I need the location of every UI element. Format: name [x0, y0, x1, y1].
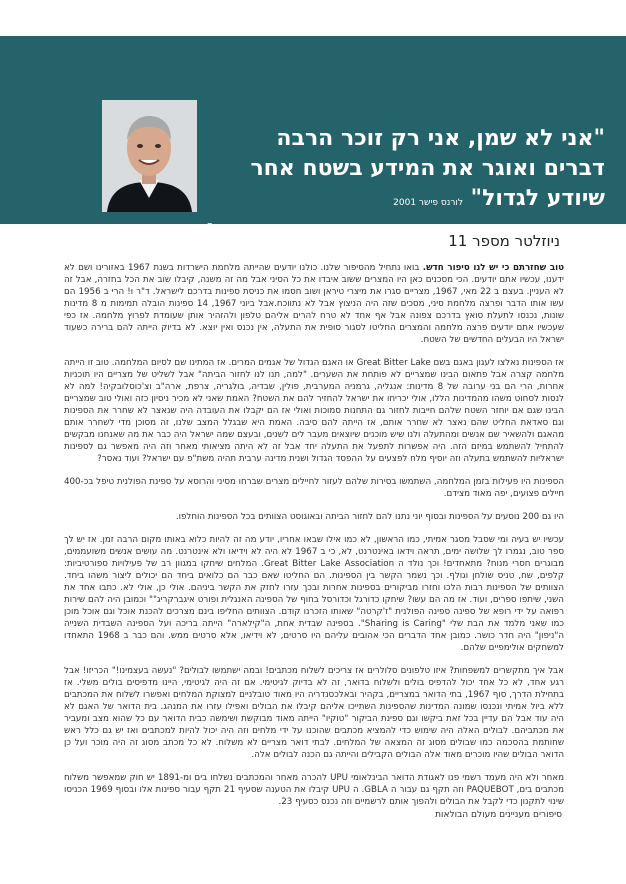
- author-name: לורנס פישר: [88, 218, 222, 247]
- paragraph-5: עכשיו יש בעיה ומי שסבל מסגר אמיתי, כמו הראשון, לא כמו אילו שבאו אחריו, יודע מה זה להיות כלוא באותו מקום הרבה זמן. אז יש לך ספר טוב, נגמרו לך שלושה ימים, תראה וידאו באינטרנט, לא, כי ב 1967 לא היה לא וידיאו ולא אינטרנט. מה עושים אנשים משועממים, מבוגרים חסרי מנוח? מתאחדים! וכך נולד ה Great Bitter Lake Association. המלחים שיחקו במגוון רב של פעילויות ספורטיביות: קלפים, שח, טניס שולחן וגולף. וכך נשמר הקשר בין הספינות. הם החליטו שאם כבר הם כלואים ביחד הם יכולים ליצור משהו ביחד. הצוותים של הספינות רבות הלכו וחזרו מביקורים בספינות אחרות ובכך עזרו לחזק את הקשר ביניהם. אולי כן, אולי לא. כתבו אחד את השני, שיתפו ספרים, ועוד. אז מה הם עשו? שיחקו כדורגל וכדורסל בחוף של הספינה האנגלית ופורט איגברקריג"" וכמובן היה להם שירות רפואה על ידי רופא של ספינה ספינה הפולנית "ז'קרטה" שאותו הזכרנו קודם. הצוותים החליפו בינם מצרכים להכנת אוכל וגם אוכל מוכן כמו שאני מלמד את הבת שלי "Sharing is Caring". בספינה שבדית אחת, ה"קילארה" הייתה בריכה ועל הספינה השבדית השנייה ה"ניפון" היה חדר כושר. כמובן אחד הדברים הכי אהובים עליהם היו סרטים, לא וידיאו, אלא סרטים ממש. והם כבר ב 1968 התאחדו למשחקים אולימפיים שלהם.: [64, 535, 564, 653]
- author-photo: [102, 100, 197, 212]
- paragraph-4: היו גם 200 נוסעים על הספינות ובסוף יוני נתנו להם לחזור הביתה ובאוגוסט הצוותים בכל הספינות הוחלפו.: [175, 512, 564, 522]
- paragraph-3: הספינות היו פעילות בזמן המלחמה, השתמשו בסירות שלהם לעזור לחיילים מצרים שברחו מסיני והרוסא על ספינת הפולנית טיפל בכ-400 חיילים פצועים, יפה מאוד מצידם.: [64, 477, 564, 499]
- portrait-icon: [102, 100, 197, 212]
- newsletter-title: ניוזלטר מספר 11: [448, 232, 560, 250]
- quote-text: "אני לא שמן, אני רק זוכר הרבה דברים ואוגר את המידע בשטח אחר שיודע לגדול": [250, 126, 605, 211]
- footer-text: סיפורים מעניינים מעולם הבולאות: [435, 810, 562, 820]
- quote-attribution: לורנס פישר 2001: [393, 198, 463, 208]
- intro-bold: טוב שחזרתם כי יש לנו סיפור חדש.: [422, 263, 565, 273]
- header-quote: [240, 124, 605, 218]
- paragraph-text: בואו נתחיל מהסיפור שלנו. כולנו יודעים שהייתה מלחמת הישרדות בשנת 1967 באזורינו ושם לא ידענו, עכשיו אתם יודעים. הכי מסכנים כאן היו המצרים ששוב איבדו את כל הסיני אבל מה זה משנה, קיבלו שוב את הכל בחזרה, אבל זה לא העניין. בעצם ב 22 מאי, 1967, מצריים סגרו את מיצרי טיראן ושוב חסמו את כניסת ספינות בדרכם לישראל. ד"ר וּ! הרי ב 1956 הם עשו אותו הדבר ופרצה מלחמת סיני, מסכים שזה היה הניצוץ אבל לא נתווכח.אבל ביוני 1967, 14 ספינות הובלה תמימות מ 8 מדינות שונות, נכנסו לתעלת סואץ בדרכם צפונה אבל אף אחד לא טרח להרים אליהם טלפון ולהזהיר אותן שעומדת לפרוץ מלחמה. אז כפי שעכשיו אתם יודעים פרצה מלחמה והמצרים החליטו לסגור סופית את התעלה, אין נכנס ואין יוצא. לא בדיוק הייתה להם ברירה כשעוד ישראל היו הבעלים החדשים של השטח.: [64, 263, 565, 345]
- paragraph-2: אז הספינות נאלצו לעגון באגם בשם Great Bitter Lake או האגם הגדול של אגמים המרים. אז המתינו שם לסיום המלחמה. טוב זו הייתה מלחמה קצרה אבל פתאום הבינו שמצריים לא פותחת את השערים. "למה, תנו לנו לחזור הביתה" אבל לשליט של מצריים היו תוכניות אחרות, הרי הם בני ערובה של 8 מדינות: אנגליה, גרמניה המערבית, פולין, שבדיה, בולגריה, צרפת, ארה"ב וצ'כוסלובקיה! למה לא לנסות לסחוט משהו מהמדינות הללו, אולי יכריחו את ישראל להחזיר להם את השטח? האמת שאני לא מכיר ניסיון כזה ואולי טוב שמצריים הבינו שגם אם יוחזר השטח שלהם חייבות לחזור גם התחנות סמוכות ואולי אז הם יקבלו את העובדה היה שנאצר לא שחרר את הספינות וגם סאדאת החליט שהם נאצר לא שחרר אותם, אז הייתה להם סיבה. האמת היא שבגלל המצב שלנו, זה מסוכן מדי לשחרר אותם מהאגם ולהשאיר שם אנשים ומהתעלה ולנו שיש מוכנים שיוצאים מעבר לים לשנים, ובעצם שמה ישראל היה כבר את מה שאנחנו מבקשים להתחיל להשתמש במיזם הזה. היה אפשרות לתפעל את התעלה יחד אבל זה לא היתה מציאותי מאחר וזה היה מאפשר גם לספינות ישראליות להשתמש בתעלה וזה יוסיף מלח לפצעים על ההפסד הגדול ושנית מדינה ערבית תהיה משת"פ עם ישראל? ועוד נאסר?: [64, 358, 565, 464]
- paragraph-1: [64, 262, 564, 346]
- paragraph-7: מאחר ולא היה מעמד רשמי פנו לאגודת הדואר הבינלאומי UPU להכרה מאחר והמכתבים נשלחו בים ומ-1891 יש חוק שמאפשר משלוח מכתבים בים, PAQUEBOT וזה תקף גם עבור ה GBLA. ה UPU קיבלו את הטענה שסעיף 21 תקף עבור ספינות אלו ובסוף 1969 הכניסו שינוי לתקנון כדי לקבל את הבולים ולהפוך אותם לרשמיים וזה נכנס כסעיף 23.: [64, 773, 565, 807]
- article-body: [64, 262, 564, 819]
- paragraph-6: אבל איך מתקשרים למשפחות? איזו טלפונים סלולרים אז צריכים לשלוח מכתבים! ובמה ישתמשו לבולים? "נעשה בעצמינו!" הכריזו! אבל רגע אחד, לא כל אחד יכול להדפיס בולים ולשלוח בדואר, זה לא בדיוק לגיטימי. אם זה היה לגיטימי, היינו מדפיסים בולים משלי. אז בתחילת הדרך, סוף 1967, בתי הדואר במצריים, בקהיר ובאלכסנדריה היו מאוד טובלניים למצוקת המלחים ואפשרו לשלוח את המכתבים ללא ביול אמיתי ונכנסו שמונה המדינות שהספינות השתייכו אליהם קיבלו את הבולים ואפילו עזרו את המנהג. בית הדואר של האגם לא היה עוד אבל הם עדיין בכל זאת ביקשו וגם ספינת הביקור "טוקיו" הייתה מאוד מבוקשת ושימשה כבית הדואר עם כל שהוא מצב ומעביר את מכתביהם. לבולים האלה היה שימוש כדי להמציא מכתבים שהוכנו על ידי מלחים וזה היה יכול להיות למכתבים ואז יש גם כלל ראש שחותמת בהסכמה כמו שבולים מסוג זה המצאה של המלחים. לבתי דואר מצריים לא משלוח. לא כל מכתב מסוג זה היה מוכר ועל כן הדואר הבולים שהיו מוכרים מאוד אלה הבולים הקבילים והייתה גם הכנה לבולים אלה.: [64, 666, 564, 760]
